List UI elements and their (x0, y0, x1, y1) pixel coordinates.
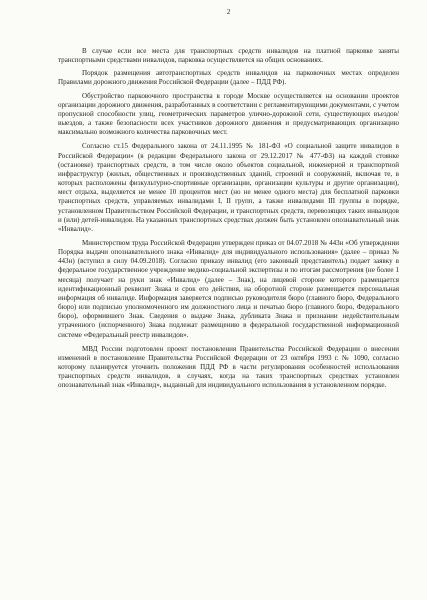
paragraph-order-443n: Министерством труда Российской Федерации утвержден приказ от 04.07.2018 № 443н «Об утверждении Порядка выдачи опознавательного знака «Инвалид» для индивидуального использования» (далее – приказ № 443н) (вступил в силу 04.09.2018). Согласно приказу инвалид (его законный представитель) подает заявку в федеральное государственное учреждение медико-социальной экспертизы и по итогам рассмотрения (не более 1 месяца) получает на руки знак «Инвалид» (далее – Знак), на лицевой стороне которого размещается идентификационный реквизит Знака и срок его действия, на оборотной стороне размещается персональная информация об инвалиде. Информация заверяется подписью руководителя бюро (главного бюро, Федерального бюро) или подписью уполномоченного им должностного лица и печатью бюро (главного бюро, Федерального бюро), оформившего Знак. Сведения о выдаче Знака, дубликата Знака и признании недействительным утраченного (испорченного) Знака подлежат размещению в федеральной государственной информационной системе «Федеральный реестр инвалидов». (58, 238, 399, 339)
paragraph-parking-space-arrangement: Обустройство парковочного пространства в городе Москве осуществляется на основании проектов организации дорожного движения, разработанных в соответствии с регламентирующими документами, с учетом пропускной способности улиц, геометрических параметров улично-дорожной сети, существующих въездов/выездов, а также безопасности всех участников дорожного движения и предусматривающих организацию максимально возможного количества парковочных мест. (58, 91, 399, 137)
page-number: 2 (226, 8, 231, 16)
paragraph-parking-full: В случае если все места для транспортных средств инвалидов на платной парковке заняты транспортными средствами инвалидов, парковка осуществляется на общих основаниях. (58, 47, 399, 65)
paragraph-placement-order: Порядок размещения автотранспортных средств инвалидов на парковочных местах определен Правилами дорожного движения Российской Федерации (далее – ПДД РФ). (58, 69, 399, 87)
paragraph-federal-law-181: Согласно ст.15 Федерального закона от 24.11.1995 № 181-ФЗ «О социальной защите инвалидов в Российской Федерации» (в редакции Федерального закона от 29.12.2017 № 477-ФЗ) на каждой стоянке (остановке) транспортных средств, в том числе около объектов социальной, инженерной и транспортной инфраструктур (жилых, общественных и производственных зданий, строений и сооружений, включая те, в которых расположены физкультурно-спортивные организации, организации культуры и другие организации), мест отдыха, выделяется не менее 10 процентов мест (но не менее одного места) для бесплатной парковки транспортных средств, управляемых инвалидами I, II групп, а также инвалидами III группы в порядке, установленном Правительством Российской Федерации, и транспортных средств, перевозящих таких инвалидов и (или) детей-инвалидов. На указанных транспортных средствах должен быть установлен опознавательный знак «Инвалид». (58, 142, 399, 233)
paragraph-mvd-draft-resolution: МВД России подготовлен проект постановления Правительства Российской Федерации о внесении изменений в постановление Правительства Российской Федерации от 23 октября 1993 г. № 1090, согласно которому планируется уточнить положения ПДД РФ в части регулирования особенностей использования транспортных средств инвалидов, в случаях, когда на таких транспортных средствах установлен опознавательный знак «Инвалид», выданный для индивидуального использования в установленном порядке. (58, 344, 399, 390)
